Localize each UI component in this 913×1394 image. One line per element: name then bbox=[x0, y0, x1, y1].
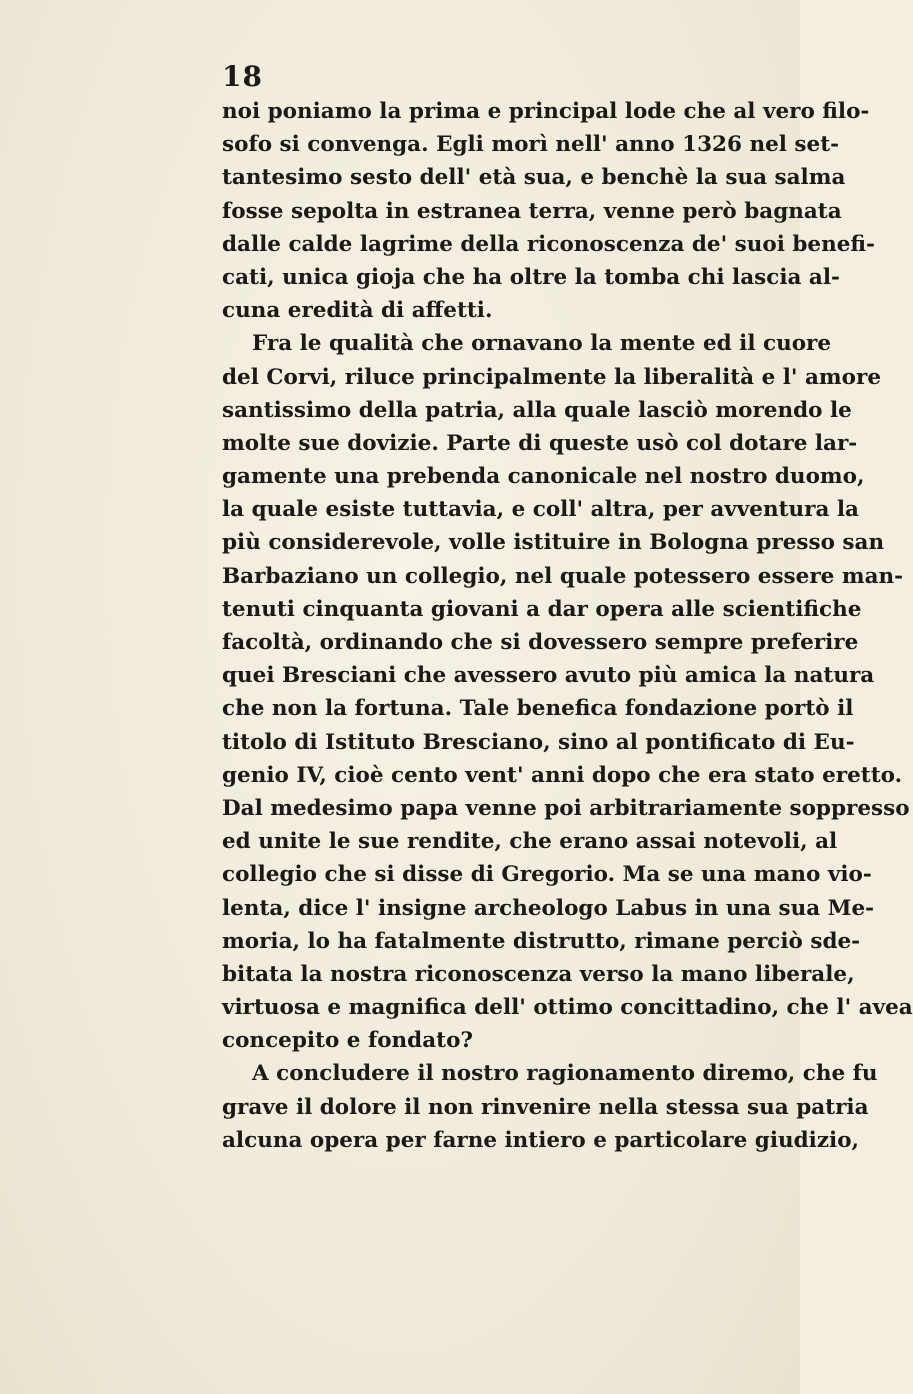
text-line: genio IV, cioè cento vent' anni dopo che era stato eretto. bbox=[222, 762, 903, 788]
text-line: la quale esiste tuttavia, e coll' altra, per avventura la bbox=[222, 497, 859, 523]
text-line: Barbaziano un collegio, nel quale potessero essere man- bbox=[222, 563, 904, 589]
text-line: alcuna opera per farne intiero e particolare giudizio, bbox=[222, 1127, 860, 1153]
text-line: bitata la nostra riconoscenza verso la mano liberale, bbox=[222, 961, 855, 987]
text-line: che non la fortuna. Tale benefica fondazione portò il bbox=[222, 696, 854, 722]
paragraph-start-line: A concludere il nostro ragionamento diremo, che fu bbox=[252, 1061, 878, 1087]
paragraph-start-line: Fra le qualità che ornavano la mente ed il cuore bbox=[252, 331, 832, 357]
text-line: moria, lo ha fatalmente distrutto, rimane perciò sde- bbox=[222, 928, 861, 954]
text-line: virtuosa e magnifica dell' ottimo concittadino, che l' avea bbox=[222, 995, 913, 1021]
text-line: concepito e fondato? bbox=[222, 1028, 474, 1054]
text-line: tenuti cinquanta giovani a dar opera alle scientifiche bbox=[222, 596, 862, 622]
text-line: del Corvi, riluce principalmente la liberalità e l' amore bbox=[222, 364, 882, 390]
text-line: tantesimo sesto dell' età sua, e benchè la sua salma bbox=[222, 165, 846, 191]
text-line: cuna eredità di affetti. bbox=[222, 298, 493, 324]
text-line: sofo si convenga. Egli morì nell' anno 1326 nel set- bbox=[222, 132, 840, 158]
text-line: Dal medesimo papa venne poi arbitrariamente soppresso bbox=[222, 795, 910, 821]
text-line: ed unite le sue rendite, che erano assai notevoli, al bbox=[222, 829, 838, 855]
text-line: lenta, dice l' insigne archeologo Labus in una sua Me- bbox=[222, 895, 875, 921]
text-line: quei Bresciani che avessero avuto più amica la natura bbox=[222, 663, 875, 689]
text-line: titolo di Istituto Bresciano, sino al pontificato di Eu- bbox=[222, 729, 855, 755]
text-line: cati, unica gioja che ha oltre la tomba chi lascia al- bbox=[222, 264, 840, 290]
text-line: più considerevole, volle istituire in Bologna presso san bbox=[222, 530, 885, 556]
text-line: fosse sepolta in estranea terra, venne però bagnata bbox=[222, 198, 842, 224]
text-line: collegio che si disse di Gregorio. Ma se una mano vio- bbox=[222, 862, 872, 888]
text-line: facoltà, ordinando che si dovessero sempre preferire bbox=[222, 630, 859, 655]
text-line: noi poniamo la prima e principal lode che al vero filo- bbox=[222, 99, 870, 124]
text-line: dalle calde lagrime della riconoscenza de' suoi benefi- bbox=[222, 231, 875, 257]
text-line: gamente una prebenda canonicale nel nostro duomo, bbox=[222, 464, 865, 490]
page-number: 18 bbox=[222, 60, 263, 93]
text-line: santissimo della patria, alla quale lasciò morendo le bbox=[222, 397, 852, 423]
text-line: molte sue dovizie. Parte di queste usò col dotare lar- bbox=[222, 430, 858, 456]
text-line: grave il dolore il non rinvenire nella stessa sua patria bbox=[222, 1094, 869, 1120]
body-text bbox=[222, 95, 913, 1157]
